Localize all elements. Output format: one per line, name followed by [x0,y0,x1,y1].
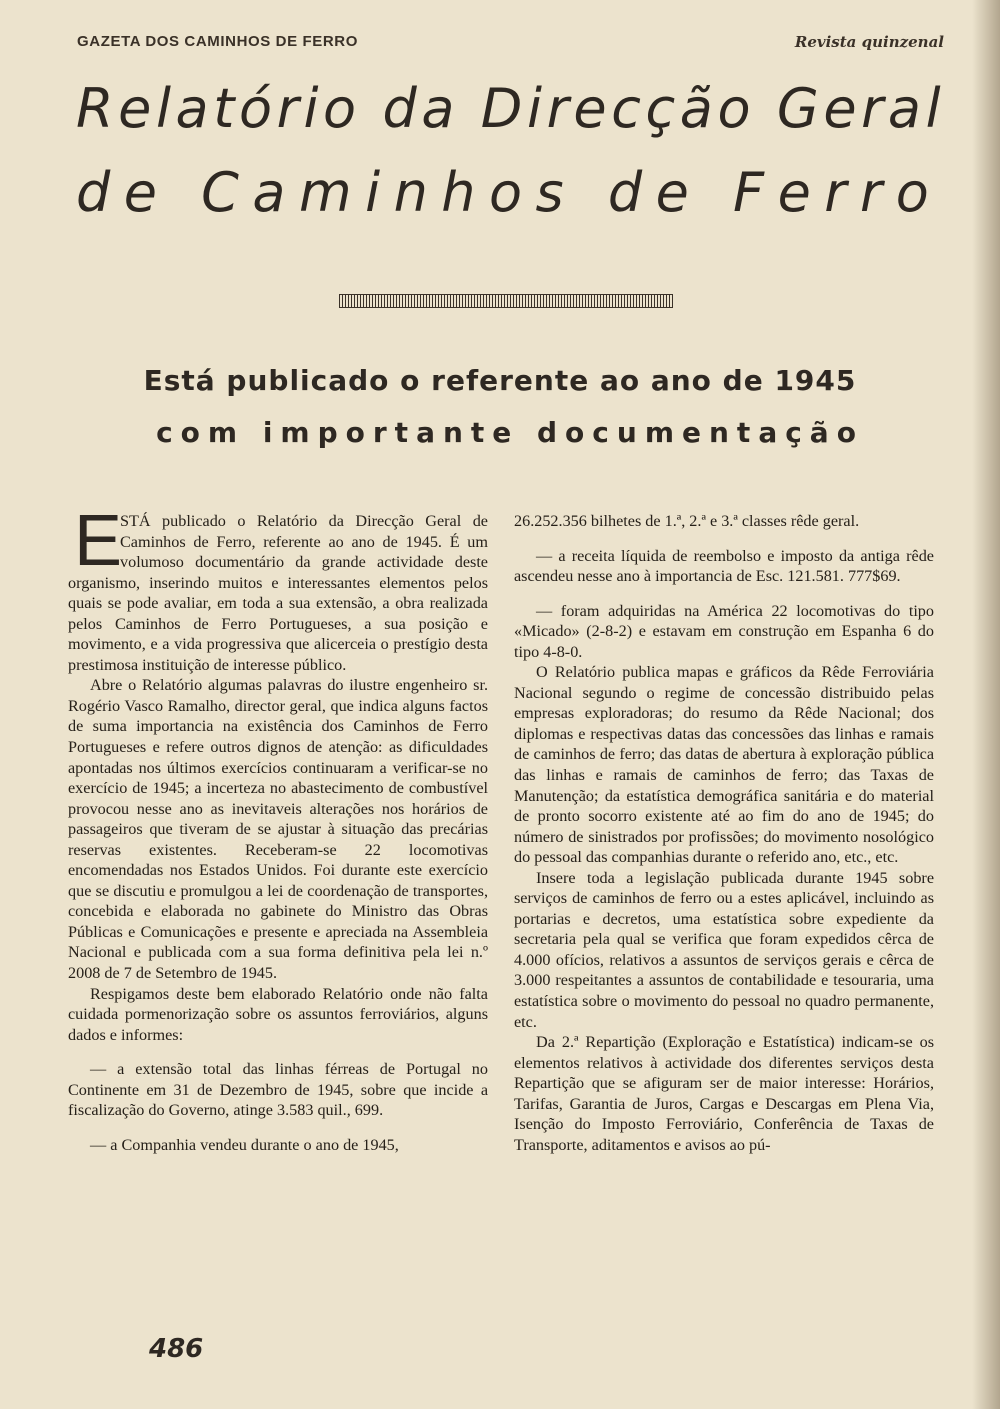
paragraph [68,501,488,675]
paragraph: O Relatório publica mapas e gráficos da Rêde Ferroviária Nacional segundo o regime de concessão distribuido pelas empresas exploradoras; do resumo da Rêde Nacional; dos diplomas e respectivas datas das concessões das linhas e ramais de caminhos de ferro; das datas de abertura à exploração pública das linhas e ramais de caminhos de ferro; das Taxas de Manutenção; da estatística demográfica sanitária e do material de pronto socorro existente até ao fim do ano de 1945; do número de sinistrados por profissões; do movimento nosológico do pessoal das companhias durante o referido ano, etc., etc. [514,663,934,867]
left-column [68,501,488,1155]
page-edge-shadow [972,0,1000,1409]
paragraph: Insere toda a legislação publicada durante 1945 sobre serviços de caminhos de ferro ou a estes aplicável, incluindo as portarias e decretos, uma estatística sobre expediente da secretaria pela qual se verifica que foram expedidos cêrca de 4.000 ofícios, relativos a assuntos de serviços gerais e cêrca de 3.000 respeitantes a assuntos de contabilidade e tesouraria, uma estatística sobre o movimento do pessoal no quadro permanente, etc. [514,868,934,1031]
drop-cap: E [74,501,123,581]
subtitle-line-2: com importante documentação [156,416,864,449]
paragraph: Respigamos deste bem elaborado Relatório onde não falta cuidada pormenorização sobre os assuntos ferroviários, alguns dados e informes: [68,984,488,1044]
paragraph-text: STÁ publicado o Relatório da Direcção Geral de Caminhos de Ferro, referente ao ano de 1945. É um volumoso documentário da grande actividade deste organismo, inserindo muitos e interessantes elementos pelos quais se pode avaliar, em toda a sua extensão, a obra realizada pelos Caminhos de Ferro Portugueses, a sua posição e movimento, e a vida progressiva que alicerceia o prestígio desta prestimosa instituição de interesse público. [68,512,488,674]
decorative-rule [339,294,673,308]
subtitle-line-1: Está publicado o referente ao ano de 1945 [143,364,857,397]
periodicity-label: Revista quinzenal [794,33,944,51]
publication-name: GAZETA DOS CAMINHOS DE FERRO [77,33,358,50]
paragraph: — a receita líquida de reembolso e imposto da antiga rêde ascendeu nesse ano à importancia de Esc. 121.581. 777$69. [514,546,934,586]
paragraph: Abre o Relatório algumas palavras do ilustre engenheiro sr. Rogério Vasco Ramalho, director geral, que indica alguns factos de suma importancia na existência dos Caminhos de Ferro Portugueses e refere outros dignos de atenção: as dificuldades apontadas nos últimos exercícios continuaram a verificar-se no exercício de 1945; a incerteza no abastecimento de combustível provocou nesse ano as inevitaveis alterações nos horários de passageiros que tiveram de se ajustar à situação das precárias reservas existentes. Receberam-se 22 locomotivas encomendadas nos Estados Unidos. Foi durante este exercício que se discutiu e promulgou a lei de coordenação de transportes, concebida e elaborada no gabinete do Ministro das Obras Públicas e Comunicações e presente e apreciada na Assembleia Nacional e publicada com a sua forma definitiva pela lei n.º 2008 de 7 de Setembro de 1945. [68,676,488,983]
paragraph: — foram adquiridas na América 22 locomotivas do tipo «Micado» (2-8-2) e estavam em construção em Espanha 6 do tipo 4-8-0. [514,601,934,661]
title-line-2: de Caminhos de Ferro [76,161,943,224]
paragraph: 26.252.356 bilhetes de 1.ª, 2.ª e 3.ª classes rêde geral. [514,512,860,530]
paragraph: — a Companhia vendeu durante o ano de 1945, [90,1135,399,1154]
paragraph: Da 2.ª Repartição (Exploração e Estatística) indicam-se os elementos relativos à actividade dos diferentes serviços desta Repartição que se afiguram ser de maior interesse: Horários, Tarifas, Garantia de Juros, Cargas e Descargas em Plena Via, Isenção do Imposto Ferroviário, Conferência de Taxas de Transporte, aditamentos e avisos ao pú- [514,1033,934,1154]
right-column [514,511,934,1155]
page-number: 486 [149,1334,204,1364]
article-title [76,77,946,224]
title-line-1: Relatório da Direcção Geral [76,77,946,140]
paragraph: — a extensão total das linhas férreas de Portugal no Continente em 31 de Dezembro de 1945, sobre que incide a fiscalização do Governo, atinge 3.583 quil., 699. [68,1060,488,1120]
